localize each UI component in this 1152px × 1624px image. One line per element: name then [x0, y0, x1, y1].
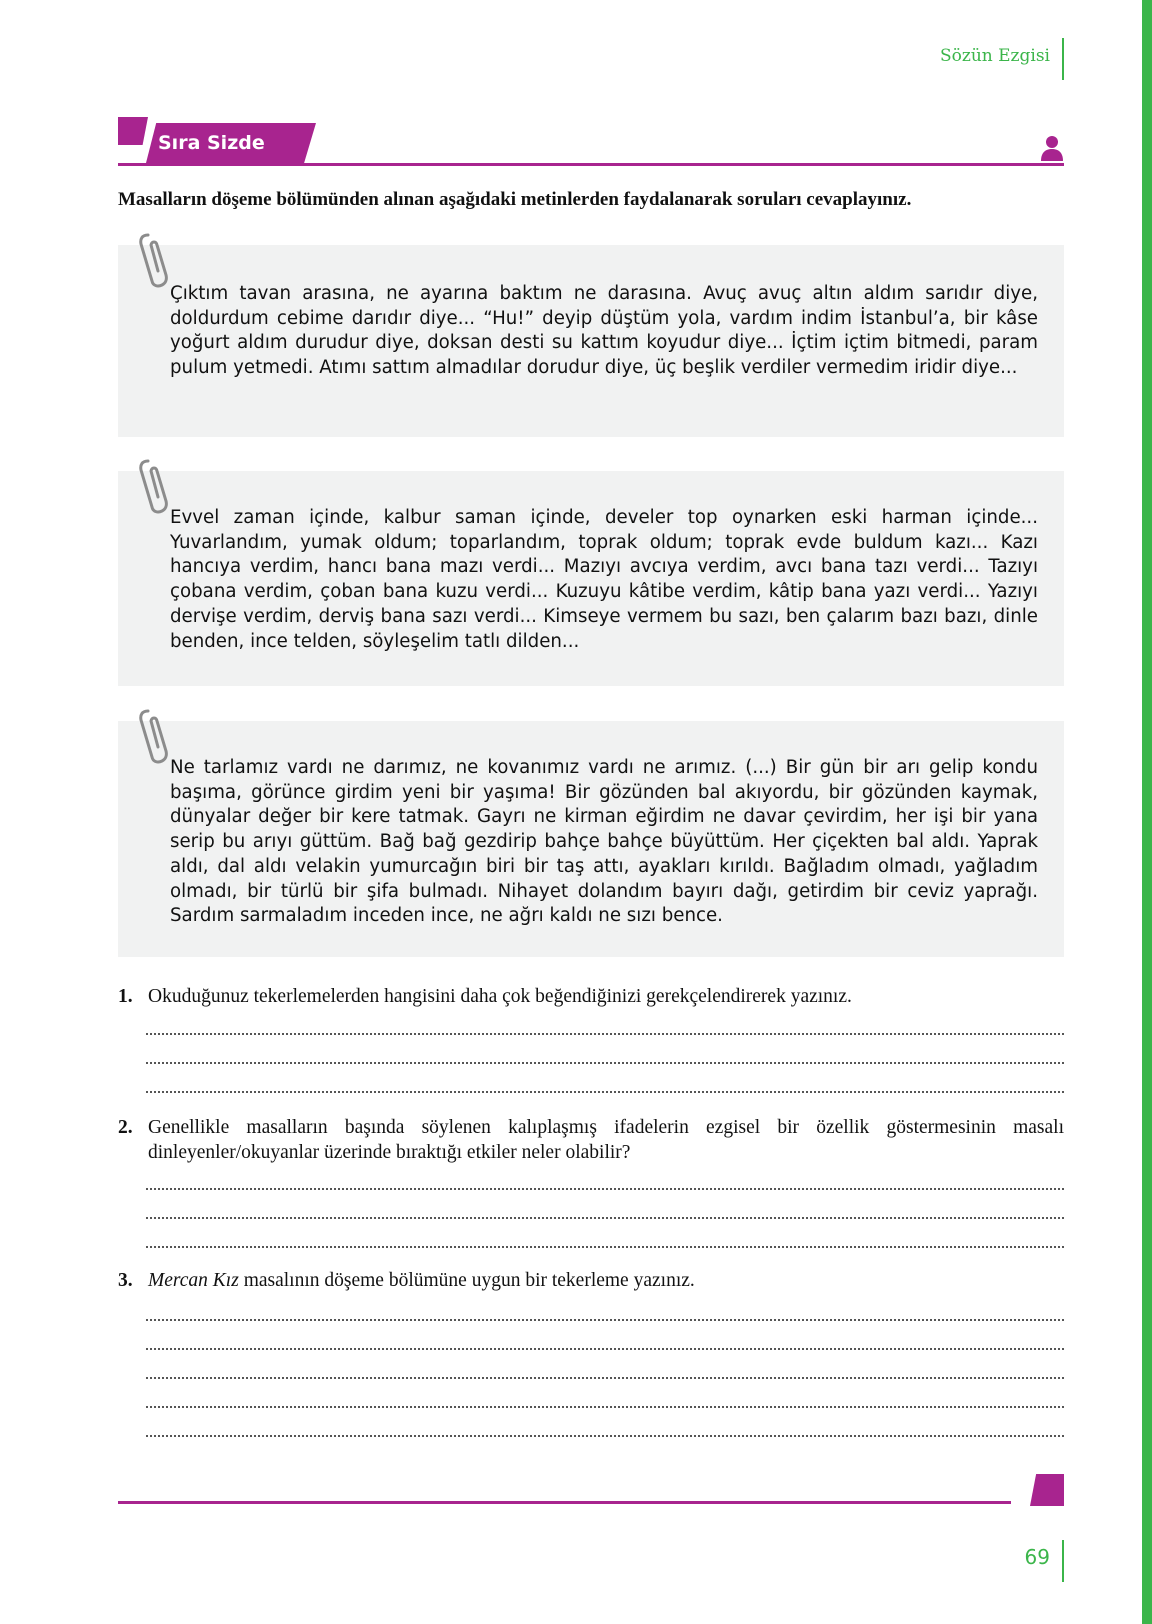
section-header	[118, 117, 1064, 167]
page-number: 69	[1024, 1545, 1050, 1569]
header-divider	[1062, 38, 1064, 80]
answer-line[interactable]	[146, 1377, 1064, 1379]
paperclip-icon	[134, 707, 170, 765]
question-2	[118, 1115, 1064, 1165]
answer-line[interactable]	[146, 1188, 1064, 1190]
answer-line[interactable]	[146, 1319, 1064, 1321]
answer-line[interactable]	[146, 1217, 1064, 1219]
answer-line[interactable]	[146, 1406, 1064, 1408]
answer-line[interactable]	[146, 1348, 1064, 1350]
footer-rule	[118, 1501, 1011, 1504]
side-color-stripe	[1142, 0, 1152, 1624]
text-passage-2: Evvel zaman içinde, kalbur saman içinde, develer top oynarken eski harman içinde... Yuvarlandım, yumak oldum; toparlandım, toprak oldum; toprak evde buldum kazı... Kazı hancıya verdim, hancı bana mazı verdi... Mazıyı avcıya verdim, avcı bana tazı verdi... Tazıyı çobana verdim, çoban bana kuzu verdi... Kuzuyu kâtibe verdim, kâtip bana yazı verdi... Yazıyı dervişe verdim, derviş bana sazı verdi... Kimseye vermem bu sazı, ben çalarım bazı bazı, dinle benden, ince telden, söyleşelim tatlı dilden...	[170, 507, 1038, 652]
header-tab-decoration	[118, 117, 148, 145]
text-box-1	[118, 245, 1064, 437]
answer-line[interactable]	[146, 1062, 1064, 1064]
person-icon	[1040, 135, 1064, 161]
question-text-rest: masalının döşeme bölümüne uygun bir tekerleme yazınız.	[238, 1270, 695, 1291]
answer-line[interactable]	[146, 1033, 1064, 1035]
question-1	[118, 984, 1064, 1009]
section-title: Sıra Sizde	[158, 132, 265, 154]
answer-line[interactable]	[146, 1246, 1064, 1248]
paperclip-icon	[134, 231, 170, 289]
question-number: 1.	[118, 986, 133, 1007]
question-text	[148, 1268, 1064, 1293]
text-box-2	[118, 471, 1064, 686]
running-title: Sözün Ezgisi	[940, 46, 1050, 66]
footer-tab-decoration	[1030, 1474, 1064, 1506]
section-header-rule	[118, 163, 1064, 166]
text-passage-1: Çıktım tavan arasına, ne ayarına baktım ne darasına. Avuç avuç altın aldım sarıdır diye, doldurdum cebime darıdır diye... “Hu!” deyip düştüm yola, vardım indim İstanbul’a, bir kâse yoğurt aldım durudur diye, doksan desti su kattım koyudur diye... İçtim içtim bitmedi, param pulum yetmedi. Atımı sattım almadılar dorudur diye, üç beşlik verdiler vermedim iridir diye...	[170, 283, 1038, 379]
instruction-text: Masalların döşeme bölümünden alınan aşağıdaki metinlerden faydalanarak soruları cevaplayınız.	[118, 189, 912, 210]
answer-line[interactable]	[146, 1435, 1064, 1437]
text-box-3	[118, 721, 1064, 957]
page-number-divider	[1062, 1540, 1064, 1582]
question-text: Okuduğunuz tekerlemelerden hangisini daha çok beğendiğinizi gerekçelendirerek yazınız.	[148, 986, 852, 1007]
answer-line[interactable]	[146, 1091, 1064, 1093]
story-title: Mercan Kız	[148, 1270, 239, 1291]
question-number: 3.	[118, 1270, 133, 1291]
paperclip-icon	[134, 457, 170, 515]
question-3	[118, 1268, 1064, 1293]
question-text: Genellikle masalların başında söylenen kalıplaşmış ifadelerin ezgisel bir özellik göstermesinin masalı dinleyenler/okuyanlar üzerinde bıraktığı etkiler neler olabilir?	[148, 1117, 1064, 1163]
text-passage-3: Ne tarlamız vardı ne darımız, ne kovanımız vardı ne arımız. (...) Bir gün bir arı gelip kondu başıma, görünce girdim yeni bir yaşıma! Bir gözünden bal akıyordu, bir gözünden kaymak, dünyalar değer bir kere tatmak. Gayrı ne kirman eğirdim ne davar çevirdim, her işi bir yana serip bu arıyı güttüm. Bağ bağ gezdirip bahçe bahçe büyüttüm. Her çiçekten bal aldı. Yaprak aldı, dal aldı velakin yumurcağın biri bir taş attı, ayakları kırıldı. Bağladım olmadı, yağladım olmadı, bir türlü bir şifa bulmadı. Nihayet dolandım bayırı dağı, getirdim bir ceviz yaprağı. Sardım sarmaladım inceden ince, ne ağrı kaldı ne sızı bence.	[170, 757, 1038, 927]
question-number: 2.	[118, 1117, 133, 1138]
